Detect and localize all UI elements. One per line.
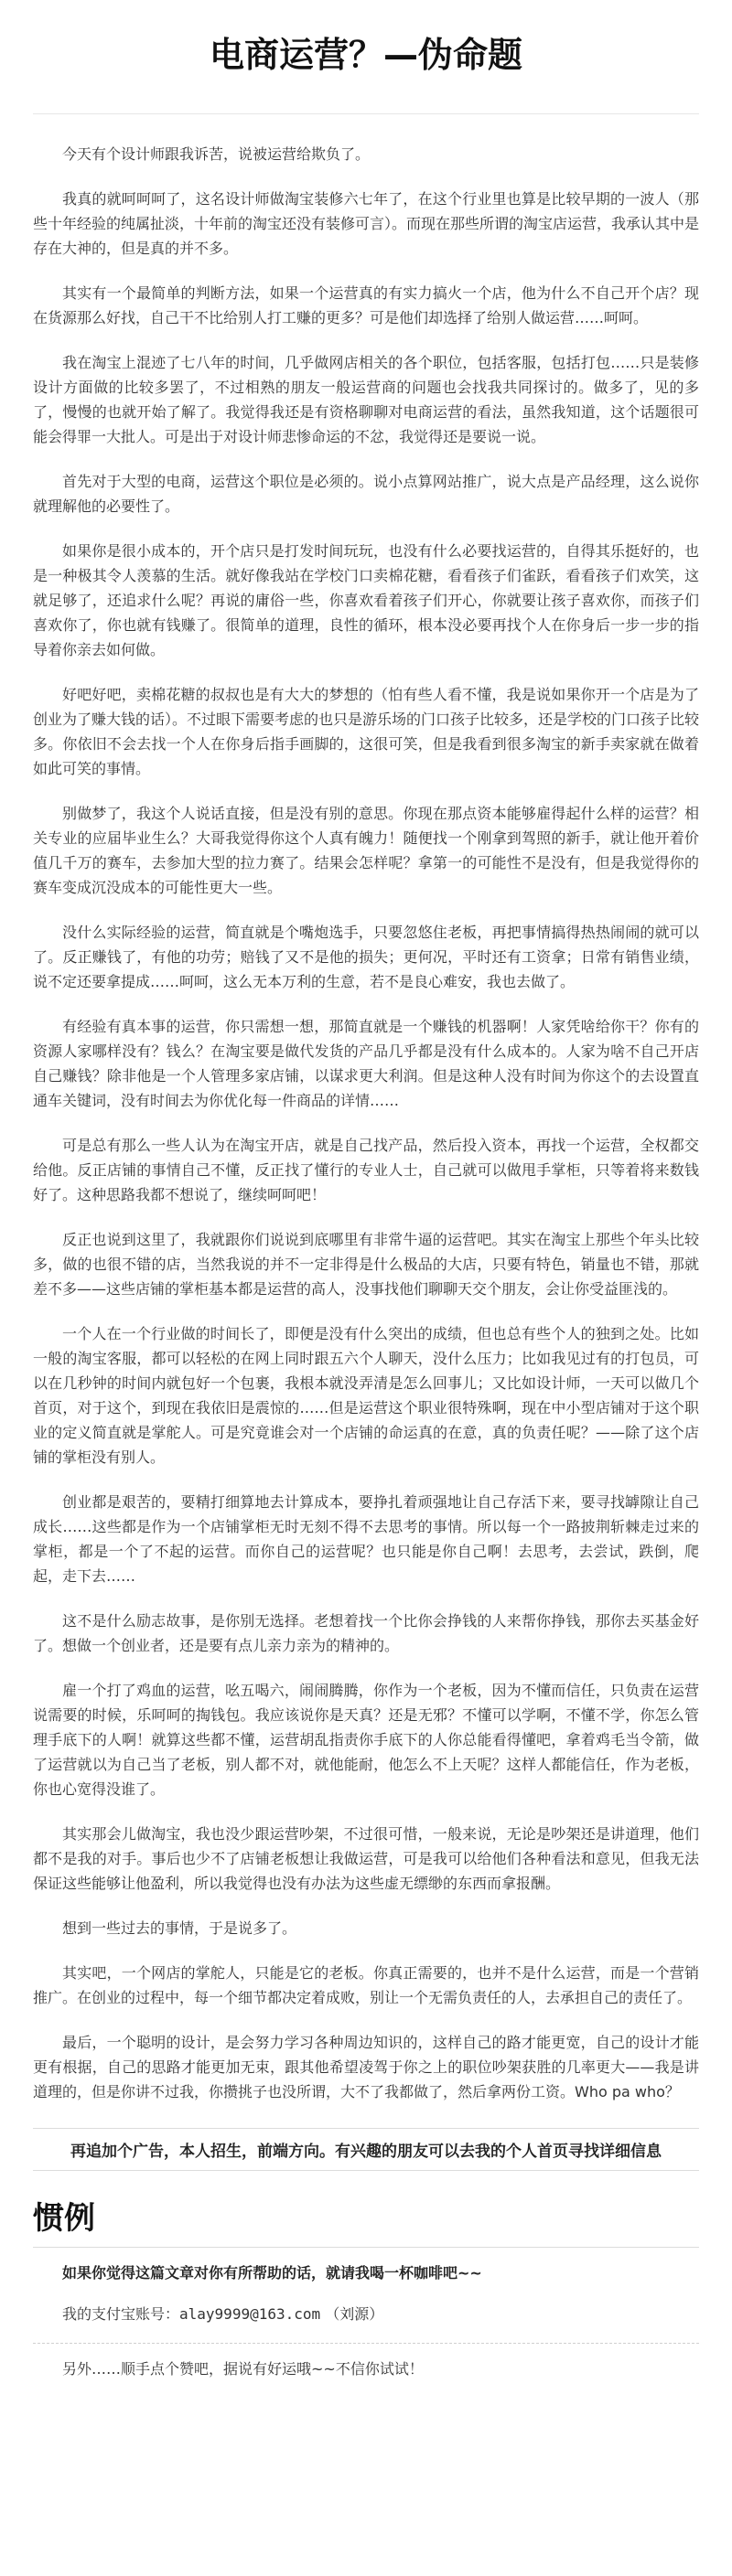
- paragraph: 首先对于大型的电商，运营这个职位是必须的。说小点算网站推广，说大点是产品经理，这么说你就理解他的必要性了。: [33, 472, 699, 515]
- paragraph: 别做梦了，我这个人说话直接，但是没有别的意思。你现在那点资本能够雇得起什么样的运营？相关专业的应届毕业生么？大哥我觉得你这个人真有魄力！随便找一个刚拿到驾照的新手，就让他开着价值几千万的赛车，去参加大型的拉力赛了。结果会怎样呢？拿第一的可能性不是没有，但是我觉得你的赛车变成沉没成本的可能性更大一些。: [33, 804, 699, 896]
- page-title: 电商运营？—伪命题: [209, 35, 522, 75]
- paragraph: 反正也说到这里了，我就跟你们说说到底哪里有非常牛逼的运营吧。其实在淘宝上那些个年头比较多，做的也很不错的店，当然我说的并不一定非得是什么极品的大店，只要有特色，销量也不错，那就差不多——这些店铺的掌柜基本都是运营的高人，没事找他们聊聊天交个朋友，会让你受益匪浅的。: [33, 1230, 699, 1298]
- article-body: [33, 113, 699, 2104]
- paragraph: 可是总有那么一些人认为在淘宝开店，就是自己找产品，然后投入资本，再找一个运营，全权都交给他。反正店铺的事情自己不懂，反正找了懂行的专业人士，自己就可以做甩手掌柜，只等着将来数钱好了。这种思路我都不想说了，继续呵呵吧！: [33, 1136, 699, 1203]
- section-title: 惯例: [33, 2193, 699, 2248]
- paragraph: 其实吧，一个网店的掌舵人，只能是它的老板。你真正需要的，也并不是什么运营，而是一个营销推广。在创业的过程中，每一个细节都决定着成败，别让一个无需负责任的人，去承担自己的责任了。: [33, 1963, 699, 2006]
- paragraph: 这不是什么励志故事，是你别无选择。老想着找一个比你会挣钱的人来帮你挣钱，那你去买基金好了。想做一个创业者，还是要有点儿亲力亲为的精神的。: [33, 1611, 699, 1654]
- paragraph: 想到一些过去的事情，于是说多了。: [62, 1919, 297, 1937]
- paragraph: 没什么实际经验的运营，简直就是个嘴炮选手，只要忽悠住老板，再把事情搞得热热闹闹的就可以了。反正赚钱了，有他的功劳；赔钱了又不是他的损失；更何况，平时还有工资拿；日常有销售业绩，说不定还要拿提成……呵呵，这么无本万利的生意，若不是良心难安，我也去做了。: [33, 923, 699, 990]
- divider: [33, 2343, 699, 2344]
- alipay-name: （刘源）: [325, 2304, 384, 2323]
- paragraph: 如果你是很小成本的，开个店只是打发时间玩玩，也没有什么必要找运营的，自得其乐挺好的，也是一种极其令人羡慕的生活。就好像我站在学校门口卖棉花糖，看看孩子们雀跃，看看孩子们欢笑，这就足够了，还追求什么呢？再说的庸俗一些，你喜欢看着孩子们开心，你就要让孩子喜欢你，而孩子们喜欢你了，你也就有钱赚了。很简单的道理，良性的循环，根本没必要再找个人在你身后一步一步的指导着你亲去如何做。: [33, 541, 699, 658]
- paragraph: 创业都是艰苦的，要精打细算地去计算成本，要挣扎着顽强地让自己存活下来，要寻找罅隙让自己成长……这些都是作为一个店铺掌柜无时无刻不得不去思考的事情。所以每一个一路披荆斩棘走过来的掌柜，都是一个了不起的运营。而你自己的运营呢？也只能是你自己啊！去思考，去尝试，跌倒，爬起，走下去……: [33, 1492, 699, 1585]
- paragraph: 其实那会儿做淘宝，我也没少跟运营吵架，不过很可惜，一般来说，无论是吵架还是讲道理，他们都不是我的对手。事后也少不了店铺老板想让我做运营，可是我可以给他们各种看法和意见，但我无法保证这些能够让他盈利，所以我觉得也没有办法为这些虚无缥缈的东西而拿报酬。: [33, 1824, 699, 1892]
- paragraph: 好吧好吧，卖棉花糖的叔叔也是有大大的梦想的（怕有些人看不懂，我是说如果你开一个店是为了创业为了赚大钱的话）。不过眼下需要考虑的也只是游乐场的门口孩子比较多，还是学校的门口孩子比较多。你依旧不会去找一个人在你身后指手画脚的，这很可笑，但是我看到很多淘宝的新手卖家就在做着如此可笑的事情。: [33, 685, 700, 777]
- alipay-account: alay9999@163.com: [179, 2304, 321, 2323]
- alipay-label: 我的支付宝账号：: [62, 2304, 180, 2323]
- donate-section: [33, 2261, 699, 2381]
- paragraph: 一个人在一个行业做的时间长了，即便是没有什么突出的成绩，但也总有些个人的独到之处。比如一般的淘宝客服，都可以轻松的在网上同时跟五六个人聊天，没什么压力；比如我见过有的打包员，可以在几秒钟的时间内就包好一个包裹，我根本就没弄清是怎么回事儿；又比如设计师，一天可以做几个首页，对于这个，到现在我依旧是震惊的……但是运营这个职业很特殊啊，现在中小型店铺对于这个职业的定义简直就是掌舵人。可是究竟谁会对一个店铺的命运真的在意，真的负责任呢？——除了这个店铺的掌柜没有别人。: [33, 1324, 699, 1466]
- paragraph: 我在淘宝上混迹了七八年的时间，几乎做网店相关的各个职位，包括客服，包括打包……只是装修设计方面做的比较多罢了，不过相熟的朋友一般运营商的问题也会找我共同探讨的。做多了，见的多了，慢慢的也就开始了解了。我觉得我还是有资格聊聊对电商运营的看法，虽然我知道，这个话题很可能会得罪一大批人。可是出于对设计师悲惨命运的不忿，我觉得还是要说一说。: [33, 353, 699, 445]
- closing-note: 另外……顺手点个赞吧，据说有好运哦~~不信你试试！: [62, 2359, 424, 2378]
- paragraph: 其实有一个最简单的判断方法，如果一个运营真的有实力搞火一个店，他为什么不自己开个店？现在货源那么好找，自己干不比给别人打工赚的更多？可是他们却选择了给别人做运营……呵呵。: [33, 283, 699, 326]
- advertisement-text: 再追加个广告，本人招生，前端方向。有兴趣的朋友可以去我的个人首页寻找详细信息: [70, 2142, 662, 2161]
- paragraph: 今天有个设计师跟我诉苦，说被运营给欺负了。: [62, 144, 371, 163]
- paragraph: 雇一个打了鸡血的运营，吆五喝六，闹闹腾腾，你作为一个老板，因为不懂而信任，只负责在运营说需要的时候，乐呵呵的掏钱包。我应该说你是天真？还是无邪？不懂可以学啊，不懂不学，你怎么管理手底下的人啊！就算这些都不懂，运营胡乱指责你手底下的人你总能看得懂吧，拿着鸡毛当令箭，做了运营就以为自己当了老板，别人都不对，就他能耐，他怎么不上天呢？这样人都能信任，作为老板，你也心宽得没谁了。: [33, 1681, 699, 1798]
- paragraph: 我真的就呵呵呵了，这名设计师做淘宝装修六七年了，在这个行业里也算是比较早期的一波人（那些十年经验的纯属扯淡，十年前的淘宝还没有装修可言）。而现在那些所谓的淘宝店运营，我承认其中是存在大神的，但是真的并不多。: [33, 189, 700, 257]
- paragraph: 最后，一个聪明的设计，是会努力学习各种周边知识的，这样自己的路才能更宽，自己的设计才能更有根据，自己的思路才能更加无束，跟其他希望凌驾于你之上的职位吵架获胜的几率更大——我是讲道理的，但是你讲不过我，你攒挑子也没所谓，大不了我都做了，然后拿两份工资。Who pa who？: [33, 2033, 699, 2100]
- paragraph: 有经验有真本事的运营，你只需想一想，那简直就是一个赚钱的机器啊！人家凭啥给你干？你有的资源人家哪样没有？钱么？在淘宝要是做代发货的产品几乎都是没有什么成本的。人家为啥不自己开店自己赚钱？除非他是一个人管理多家店铺，以谋求更大利润。但是这种人没有时间为你这个的去设置直通车关键词，没有时间去为你优化每一件商品的详情……: [33, 1017, 699, 1109]
- alipay-line: [33, 2302, 699, 2326]
- advertisement-banner: [33, 2128, 699, 2171]
- donate-heading: 如果你觉得这篇文章对你有所帮助的话，就请我喝一杯咖啡吧~~: [62, 2263, 482, 2282]
